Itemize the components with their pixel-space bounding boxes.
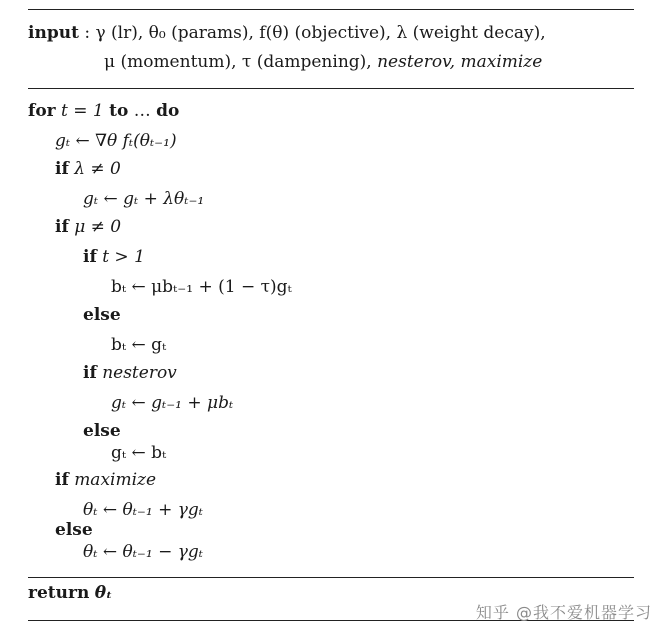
if-weight-decay	[55, 158, 121, 180]
input-line-1	[28, 22, 546, 44]
if-keyword: if	[83, 363, 97, 383]
if-keyword: if	[55, 470, 69, 490]
for-keyword: for	[28, 101, 56, 121]
else-keyword-2: else	[83, 421, 121, 441]
return-value: θₜ	[94, 583, 113, 603]
nesterov-condition: nesterov	[102, 363, 177, 383]
if-keyword: if	[55, 217, 69, 237]
plain-momentum-update: gₜ ← bₜ	[111, 443, 167, 463]
lower-rule	[28, 577, 634, 578]
loop-ellipsis: …	[133, 101, 151, 121]
top-rule	[28, 9, 634, 10]
mu-condition: μ ≠ 0	[74, 217, 122, 237]
if-keyword: if	[55, 159, 69, 179]
maximize-condition: maximize	[74, 470, 157, 490]
buffer-update: bₜ ← μbₜ₋₁ + (1 − τ)gₜ	[111, 277, 292, 297]
for-loop-header	[28, 100, 179, 122]
if-momentum	[55, 216, 121, 238]
if-t-greater-one	[83, 246, 145, 268]
middle-rule	[28, 88, 634, 89]
lambda-condition: λ ≠ 0	[74, 159, 121, 179]
else-keyword-1: else	[83, 305, 121, 325]
input-params-1: : γ (lr), θ₀ (params), f(θ) (objective), λ (weight decay),	[84, 23, 546, 43]
to-keyword: to	[109, 101, 129, 121]
input-params-2: μ (momentum), τ (dampening),	[104, 52, 372, 72]
t-condition: t > 1	[102, 247, 145, 267]
for-expression: t = 1	[61, 101, 104, 121]
descent-update: θₜ ← θₜ₋₁ − γgₜ	[83, 542, 203, 562]
gradient-step: gₜ ← ∇θ fₜ(θₜ₋₁)	[55, 131, 177, 151]
weight-decay-update: gₜ ← gₜ + λθₜ₋₁	[83, 189, 205, 209]
buffer-init: bₜ ← gₜ	[111, 335, 167, 355]
watermark-text: 知乎 @我不爱机器学习	[475, 603, 652, 622]
return-keyword: return	[28, 583, 90, 603]
input-flags: nesterov, maximize	[377, 52, 543, 72]
do-keyword: do	[156, 101, 180, 121]
return-line	[28, 582, 112, 604]
input-line-2	[104, 51, 542, 73]
ascent-update: θₜ ← θₜ₋₁ + γgₜ	[83, 500, 203, 520]
else-keyword-3: else	[55, 520, 93, 540]
if-nesterov	[83, 362, 177, 384]
input-keyword: input	[28, 23, 79, 43]
nesterov-update: gₜ ← gₜ₋₁ + μbₜ	[111, 393, 234, 413]
if-keyword: if	[83, 247, 97, 267]
if-maximize	[55, 469, 156, 491]
